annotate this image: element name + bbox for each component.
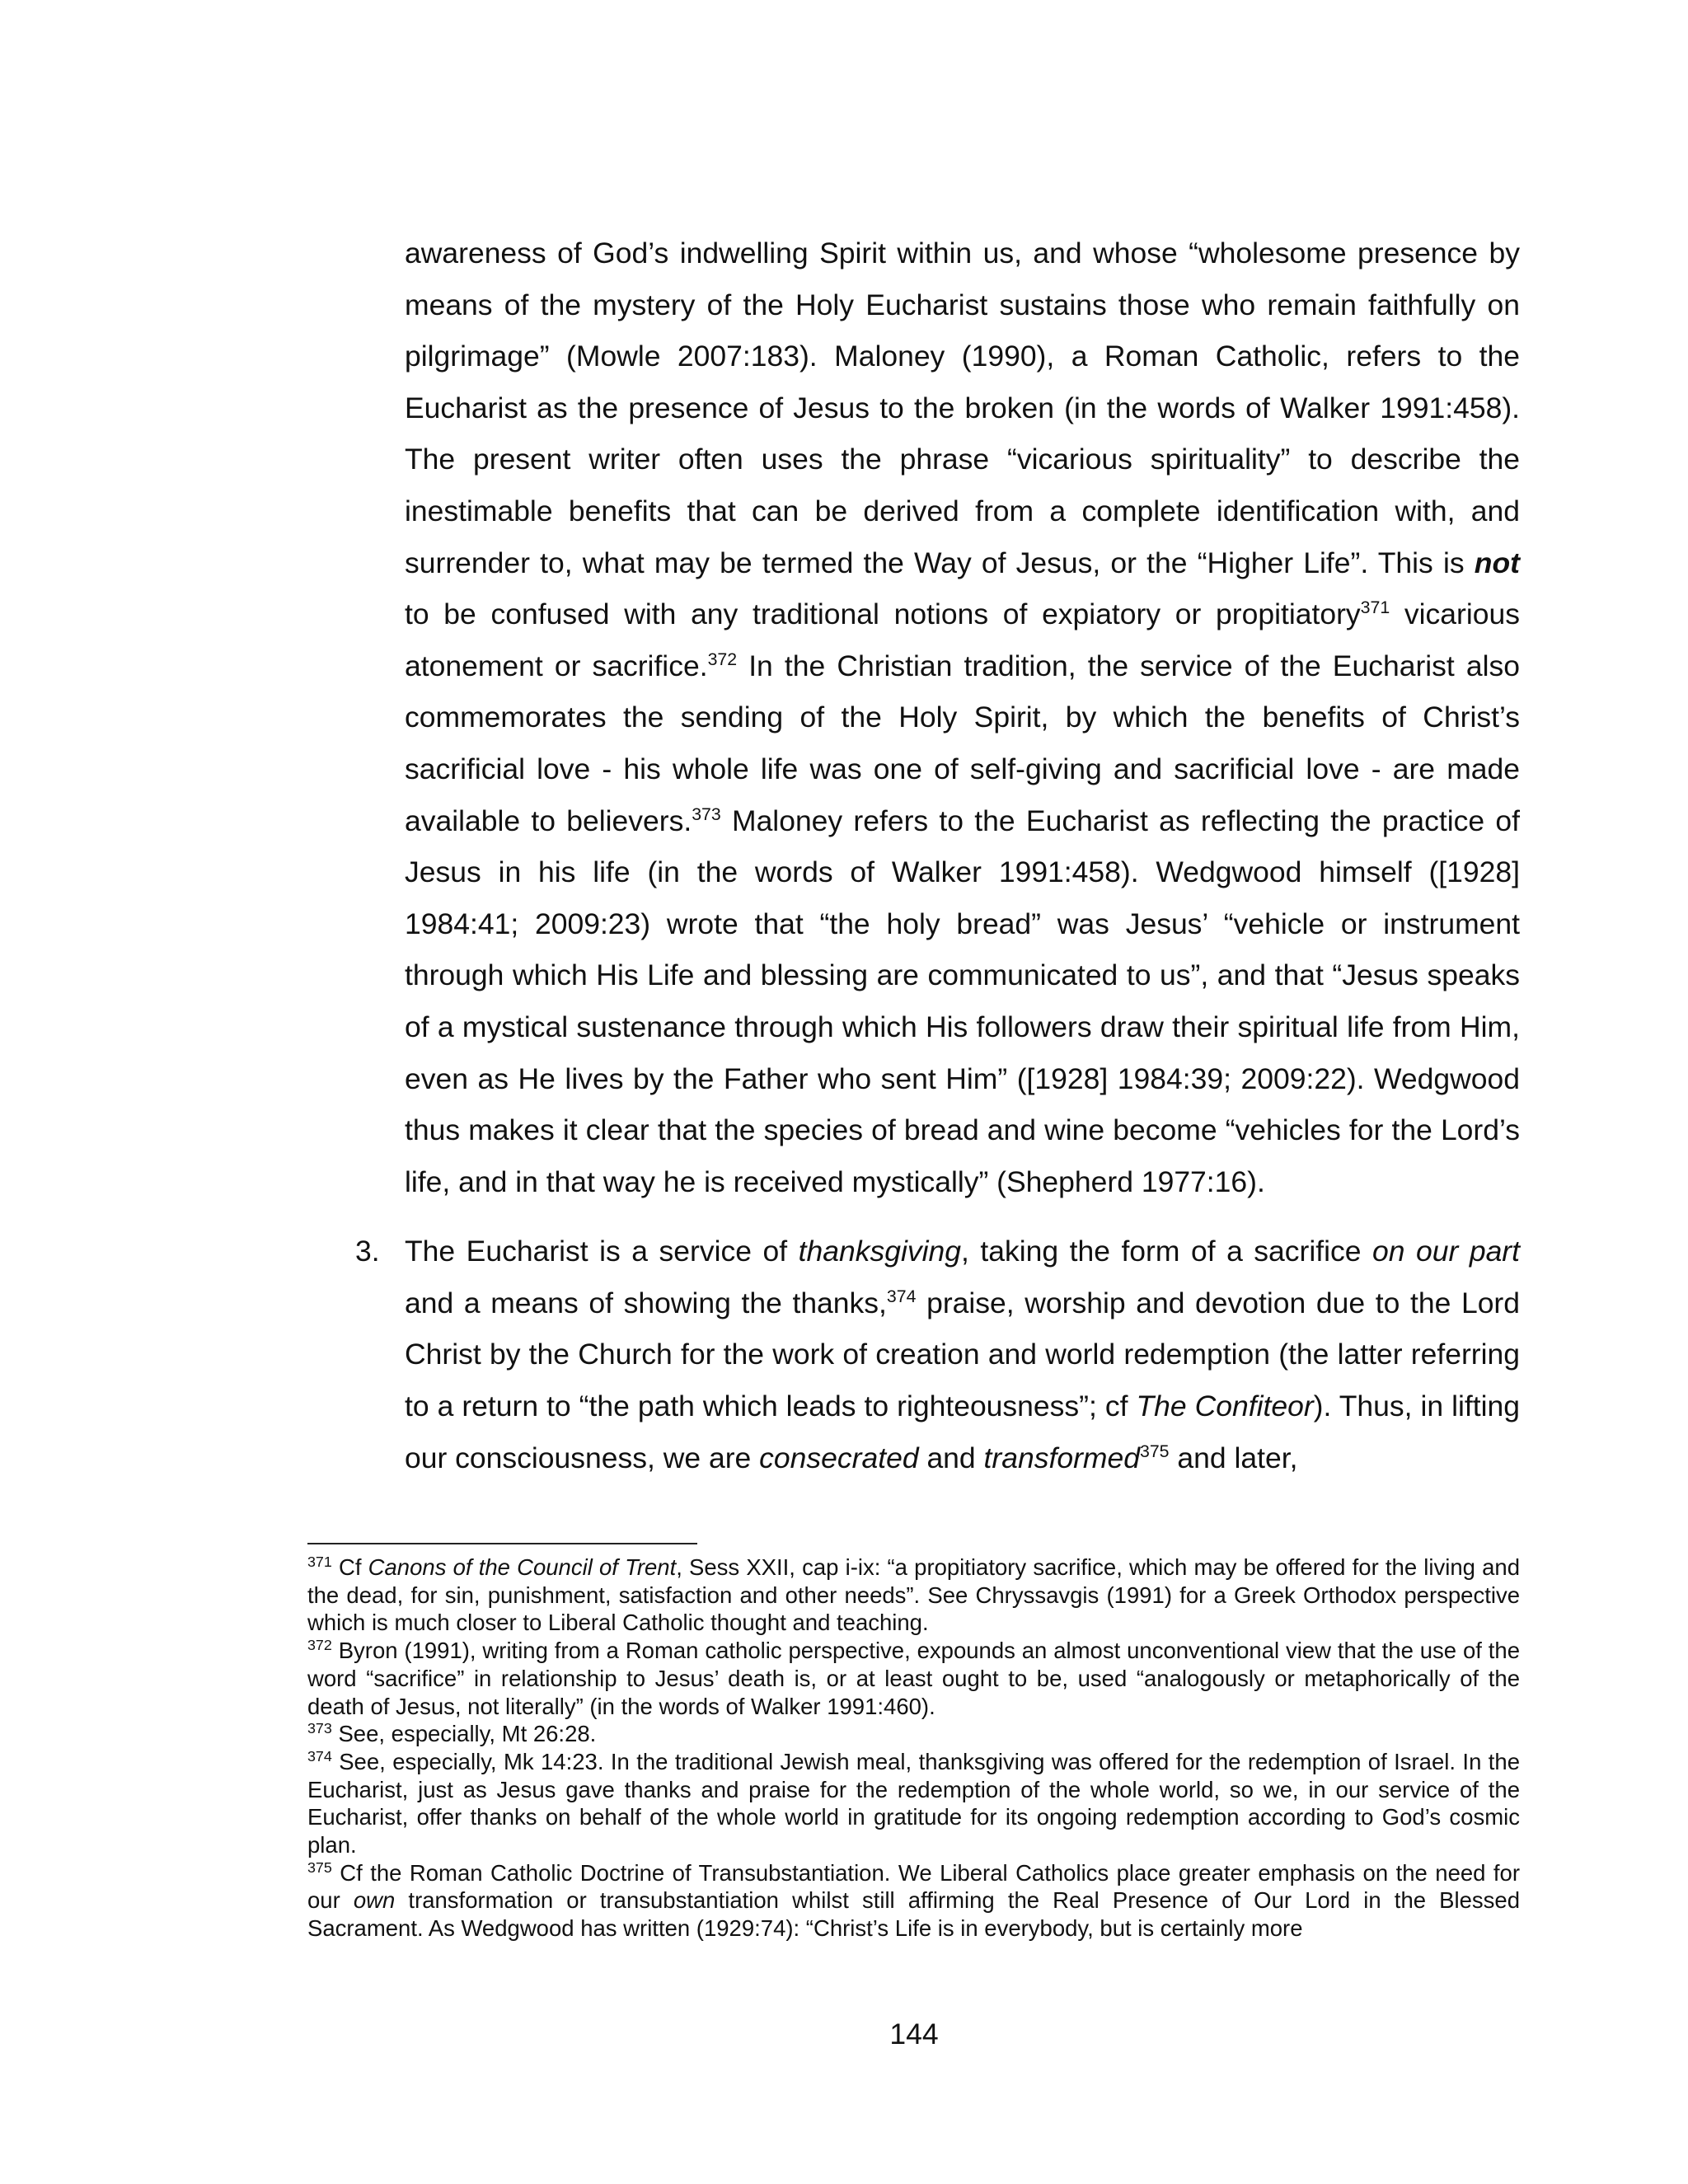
italic-own: own xyxy=(353,1887,396,1914)
footnote-number: 373 xyxy=(307,1720,332,1737)
footnote-372 xyxy=(307,1637,1520,1720)
italic-thanksgiving: thanksgiving xyxy=(798,1235,961,1268)
numbered-item-3 xyxy=(355,1226,1520,1483)
text-run: See, especially, Mt 26:28. xyxy=(331,1721,597,1747)
footnote-375 xyxy=(307,1859,1520,1943)
italic-consecrated: consecrated xyxy=(759,1441,919,1474)
text-run: praise, worship and devotion due to the Lord Christ by the Church for the work of creation and world redemption (the latter referring to a return to “the path which leads to righteousness”; cf xyxy=(405,1286,1520,1423)
text-run: Byron (1991), writing from a Roman catholic perspective, expounds an almost unconventional view that the use of the word “sacrifice” in relationship to Jesus’ death is, or at least ought to be, used “analogously or metaphorically of the death of Jesus, not literally” (in the words of Walker 1991:460). xyxy=(307,1638,1520,1719)
text-run: The Eucharist is a service of xyxy=(405,1235,799,1268)
text-run: and later, xyxy=(1169,1441,1298,1474)
footnote-ref-371[interactable]: 371 xyxy=(1360,598,1390,618)
footnote-number: 371 xyxy=(307,1553,332,1570)
footnote-373 xyxy=(307,1720,1520,1748)
text-run: awareness of God’s indwelling Spirit within us, and whose “wholesome presence by means of the mystery of the Holy Eucharist sustains those who remain faithfully on pilgrimage” (Mowle 2007:183). Maloney (1990), a Roman Catholic, refers to the Eucharist as the presence of Jesus to the broken (in the words of Walker 1991:458). The present writer often uses the phrase “vicarious spirituality” to describe the inestimable benefits that can be derived from a complete identification with, and surrender to, what may be termed the Way of Jesus, or the “Higher Life”. This is xyxy=(405,237,1520,579)
footnotes xyxy=(307,1554,1520,1943)
paragraph-continued xyxy=(405,227,1520,1207)
footnote-ref-375[interactable]: 375 xyxy=(1139,1441,1170,1461)
footnote-number: 375 xyxy=(307,1858,332,1876)
footnote-number: 374 xyxy=(307,1747,332,1765)
text-run: vicarious atonement or sacrifice. xyxy=(405,598,1520,682)
text-run: and xyxy=(918,1441,984,1474)
italic-on-our-part: on our part xyxy=(1372,1235,1520,1268)
emphasis-not: not xyxy=(1474,546,1520,579)
text-run: transformation or transubstantiation whilst still affirming the Real Presence of Our Lord in the Blessed Sacrament. As Wedgwood has written (1929:74): “Christ’s Life is in everybody, but is certainly more xyxy=(307,1887,1520,1942)
text-run: In the Christian tradition, the service of the Eucharist also commemorates the sending of the Holy Spirit, by which the benefits of Christ’s sacrificial love - his whole life was one of self-giving and sacrificial love - are made available to believers. xyxy=(405,649,1520,837)
italic-canons-title: Canons of the Council of Trent xyxy=(368,1554,677,1580)
text-run: See, especially, Mk 14:23. In the traditional Jewish meal, thanksgiving was offered for the redemption of Israel. In the Eucharist, just as Jesus gave thanks and praise for the redemption of the whole world, so we, in our service of the Eucharist, offer thanks on behalf of the whole world in gratitude for its ongoing redemption according to God’s cosmic plan. xyxy=(307,1748,1520,1858)
footnote-separator xyxy=(307,1543,697,1544)
footnote-ref-373[interactable]: 373 xyxy=(692,804,721,824)
text-run: , taking the form of a sacrifice xyxy=(960,1235,1373,1268)
footnote-number: 372 xyxy=(307,1636,332,1653)
text-run: Cf the Roman Catholic Doctrine of Transubstantiation. We Liberal Catholics place greater emphasis on the need for our xyxy=(307,1859,1520,1914)
text-run: Maloney refers to the Eucharist as reflecting the practice of Jesus in his life (in the words of Walker 1991:458). Wedgwood himself ([1928] 1984:41; 2009:23) wrote that “the holy bread” was Jesus’ “vehicle or instrument through which His Life and blessing are communicated to us”, and that “Jesus speaks of a mystical sustenance through which His followers draw their spiritual life from Him, even as He lives by the Father who sent Him” ([1928] 1984:39; 2009:22). Wedgwood thus makes it clear that the species of bread and wine become “vehicles for the Lord’s life, and in that way he is received mystically” (Shepherd 1977:16). xyxy=(405,804,1520,1198)
text-run: ). Thus, in lifting our consciousness, we are xyxy=(405,1390,1520,1474)
footnote-374 xyxy=(307,1748,1520,1859)
text-run: Cf xyxy=(331,1554,368,1580)
text-run: , Sess XXII, cap i-ix: “a propitiatory sacrifice, which may be offered for the living and the dead, for sin, punishment, satisfaction and other needs”. See Chryssavgis (1991) for a Greek Orthodox perspective which is much closer to Liberal Catholic thought and teaching. xyxy=(307,1554,1520,1636)
page-number: 144 xyxy=(889,2018,939,2050)
italic-the-confiteor: The Confiteor xyxy=(1136,1390,1314,1423)
body-text xyxy=(355,227,1520,1483)
text-run: and a means of showing the thanks, xyxy=(405,1286,887,1319)
item-number: 3. xyxy=(355,1235,380,1268)
text-run: to be confused with any traditional notions of expiatory or propitiatory xyxy=(405,598,1361,631)
footnote-371 xyxy=(307,1554,1520,1637)
footnote-ref-372[interactable]: 372 xyxy=(707,649,738,669)
footnote-ref-374[interactable]: 374 xyxy=(886,1286,917,1307)
italic-transformed: transformed xyxy=(983,1441,1140,1474)
